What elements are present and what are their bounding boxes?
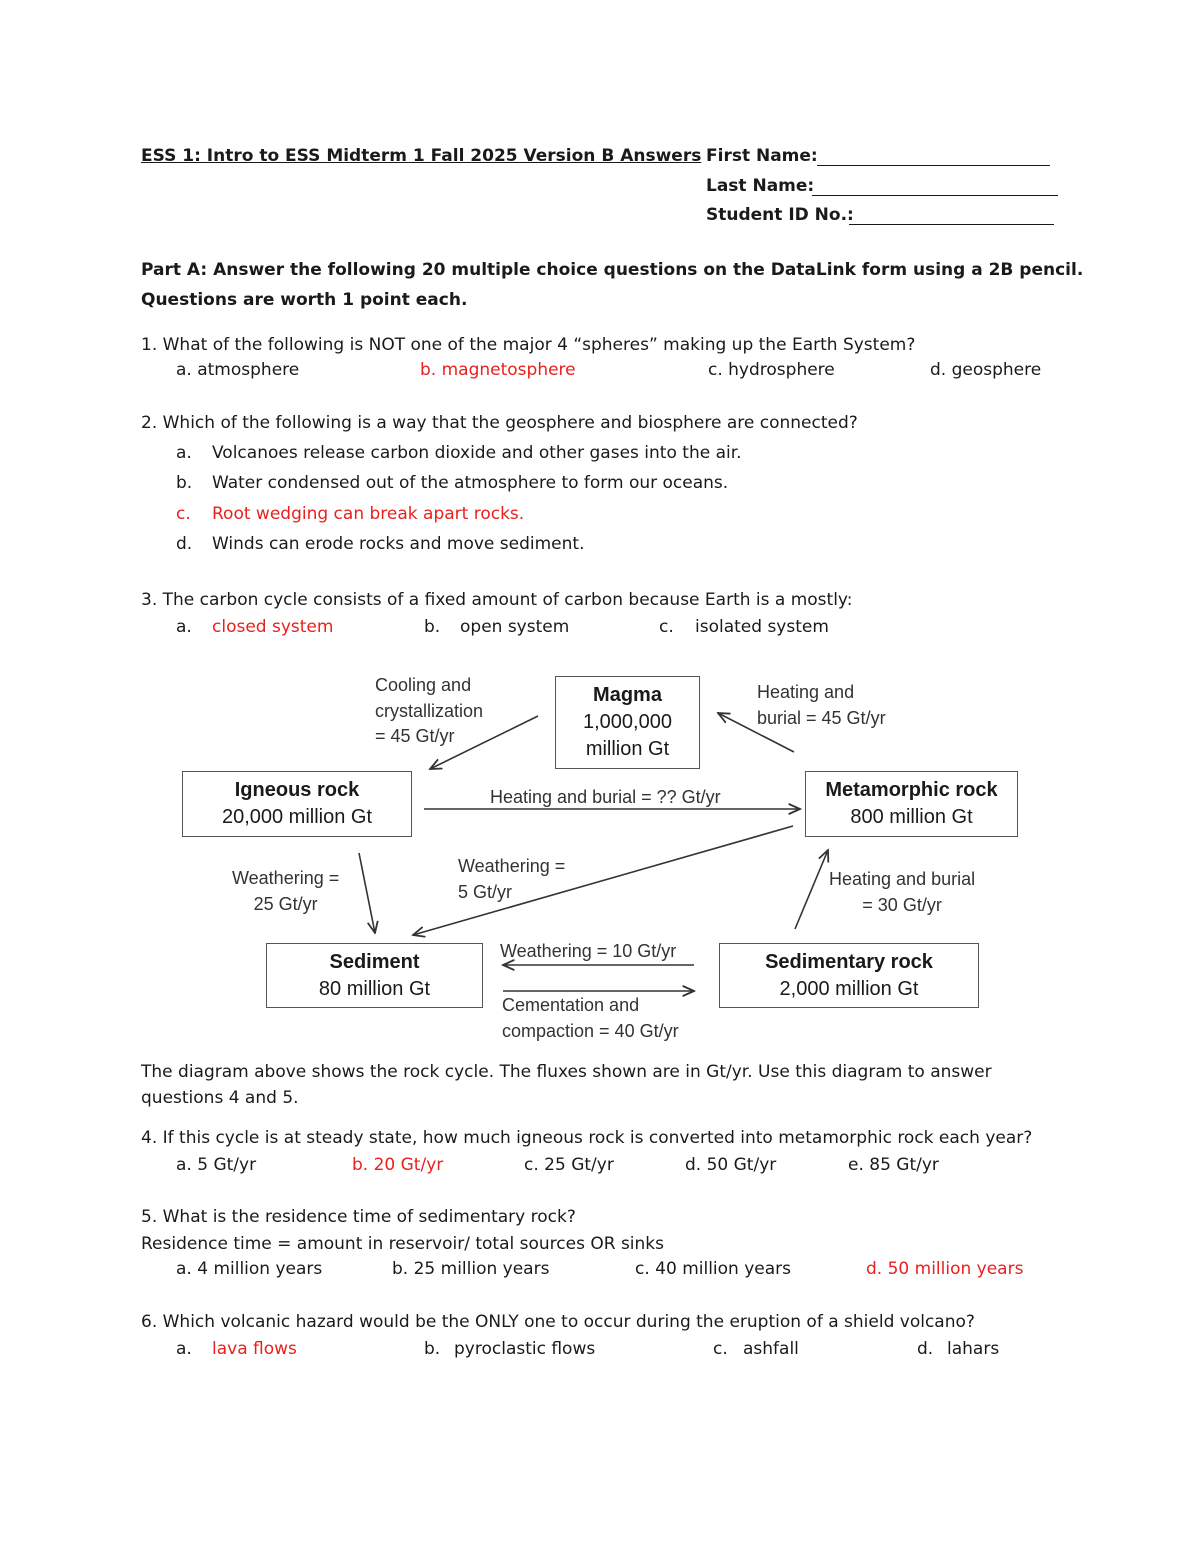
label-cooling-l3: = 45 Gt/yr	[375, 726, 455, 747]
igneous-amount: 20,000 million Gt	[221, 806, 373, 828]
q5-option-b: b. 25 million years	[392, 1259, 550, 1279]
q4-option-d: d. 50 Gt/yr	[685, 1155, 777, 1175]
q3-option-b-letter: b.	[424, 617, 441, 637]
q2-option-b-letter: b.	[176, 473, 193, 493]
label-heating-right-l2: = 30 Gt/yr	[862, 894, 942, 915]
label-heating-burial-top	[757, 680, 886, 731]
label-cooling-crystallization	[375, 673, 483, 750]
metamorphic-amount: 800 million Gt	[850, 806, 973, 828]
q1-option-d: d. geosphere	[930, 360, 1042, 380]
diagram-description-2: questions 4 and 5.	[141, 1088, 299, 1108]
magma-title: Magma	[593, 684, 662, 706]
q6-option-a-answer: lava flows	[212, 1339, 297, 1359]
q6-option-a-letter: a.	[176, 1339, 192, 1359]
magma-box	[555, 676, 700, 769]
sedimentary-title: Sedimentary rock	[765, 950, 933, 973]
label-cementation-l1: Cementation and	[502, 995, 640, 1015]
magma-amount-2: million Gt	[585, 738, 670, 760]
question-2-stem: 2. Which of the following is a way that the geosphere and biosphere are connected?	[141, 413, 858, 433]
label-weathering-mid-l1: Weathering =	[458, 856, 566, 876]
q3-option-a-letter: a.	[176, 617, 192, 637]
q3-option-c-letter: c.	[659, 617, 674, 637]
igneous-rock-box	[182, 771, 412, 837]
q1-option-a: a. atmosphere	[176, 360, 300, 380]
magma-amount-1: 1,000,000	[583, 711, 672, 733]
label-cooling-l2: crystallization	[375, 700, 484, 721]
exam-title: ESS 1: Intro to ESS Midterm 1 Fall 2025 Version B Answers	[141, 146, 702, 166]
q6-option-b: pyroclastic flows	[454, 1339, 596, 1359]
label-weathering-left-l2: 25 Gt/yr	[253, 893, 318, 914]
sediment-title: Sediment	[329, 950, 420, 973]
label-heating-top-l1: Heating and	[757, 682, 855, 702]
q2-option-c-letter: c.	[176, 504, 191, 524]
label-heating-burial-unknown: Heating and burial = ?? Gt/yr	[490, 787, 721, 807]
label-heating-burial-right	[829, 867, 975, 918]
metamorphic-rock-box	[805, 771, 1018, 837]
label-cementation-l2: compaction = 40 Gt/yr	[502, 1020, 679, 1041]
question-4-stem: 4. If this cycle is at steady state, how much igneous rock is converted into metamorphic rock each year?	[141, 1128, 1033, 1148]
first-name-label: First Name:	[706, 146, 818, 166]
label-cementation-compaction	[502, 993, 679, 1044]
student-id-label: Student ID No.:	[706, 205, 854, 225]
q4-option-b-answer: b. 20 Gt/yr	[352, 1155, 444, 1175]
q6-option-c-letter: c.	[713, 1339, 728, 1359]
label-weathering-left-l1: Weathering =	[232, 868, 340, 888]
arrow-igneous-to-sediment	[359, 853, 375, 933]
sediment-amount: 80 million Gt	[318, 977, 431, 1000]
diagram-description-1: The diagram above shows the rock cycle. The fluxes shown are in Gt/yr. Use this diagram to answer	[141, 1062, 992, 1082]
sediment-box	[266, 943, 483, 1008]
question-6-stem: 6. Which volcanic hazard would be the ONLY one to occur during the eruption of a shield volcano?	[141, 1312, 975, 1332]
label-cooling-l1: Cooling and	[375, 675, 472, 695]
question-5-stem: 5. What is the residence time of sedimentary rock?	[141, 1207, 576, 1227]
label-weathering-mid-l2: 5 Gt/yr	[458, 881, 513, 902]
sedimentary-rock-box	[719, 943, 979, 1008]
label-weathering-left	[232, 866, 339, 917]
question-1-stem: 1. What of the following is NOT one of the major 4 “spheres” making up the Earth System?	[141, 335, 916, 355]
q6-option-d: lahars	[947, 1339, 1000, 1359]
q6-option-b-letter: b.	[424, 1339, 441, 1359]
label-weathering-bottom: Weathering = 10 Gt/yr	[500, 941, 677, 961]
q3-option-a-answer: closed system	[212, 617, 334, 637]
q2-option-d: Winds can erode rocks and move sediment.	[212, 534, 585, 554]
q5-option-c: c. 40 million years	[635, 1259, 792, 1279]
q6-option-d-letter: d.	[917, 1339, 934, 1359]
q2-option-c-answer: Root wedging can break apart rocks.	[212, 504, 525, 524]
q5-option-d-answer: d. 50 million years	[866, 1259, 1024, 1279]
q2-option-a: Volcanoes release carbon dioxide and other gases into the air.	[212, 443, 742, 463]
igneous-title: Igneous rock	[234, 779, 360, 801]
sedimentary-amount: 2,000 million Gt	[779, 977, 919, 1000]
metamorphic-title: Metamorphic rock	[825, 779, 998, 801]
q2-option-b: Water condensed out of the atmosphere to form our oceans.	[212, 473, 729, 493]
part-a-points: Questions are worth 1 point each.	[141, 290, 468, 310]
q1-option-b-answer: b. magnetosphere	[420, 360, 576, 380]
q6-option-c: ashfall	[743, 1339, 799, 1359]
q2-option-a-letter: a.	[176, 443, 192, 463]
q3-option-b: open system	[460, 617, 570, 637]
question-3-stem: 3. The carbon cycle consists of a fixed amount of carbon because Earth is a mostly:	[141, 590, 853, 610]
q1-option-c: c. hydrosphere	[708, 360, 835, 380]
last-name-label: Last Name:	[706, 176, 815, 196]
q3-option-c: isolated system	[695, 617, 829, 637]
q4-option-e: e. 85 Gt/yr	[848, 1155, 939, 1175]
q5-residence-time-note: Residence time = amount in reservoir/ total sources OR sinks	[141, 1234, 665, 1254]
label-heating-right-l1: Heating and burial	[829, 869, 976, 889]
arrow-sedimentary-to-metamorphic	[795, 850, 828, 929]
q5-option-a: a. 4 million years	[176, 1259, 323, 1279]
label-weathering-mid	[458, 854, 565, 905]
q4-option-a: a. 5 Gt/yr	[176, 1155, 257, 1175]
part-a-instructions: Part A: Answer the following 20 multiple choice questions on the DataLink form using a 2B pencil.	[141, 260, 1084, 280]
q4-option-c: c. 25 Gt/yr	[524, 1155, 614, 1175]
q2-option-d-letter: d.	[176, 534, 193, 554]
label-heating-top-l2: burial = 45 Gt/yr	[757, 707, 886, 728]
